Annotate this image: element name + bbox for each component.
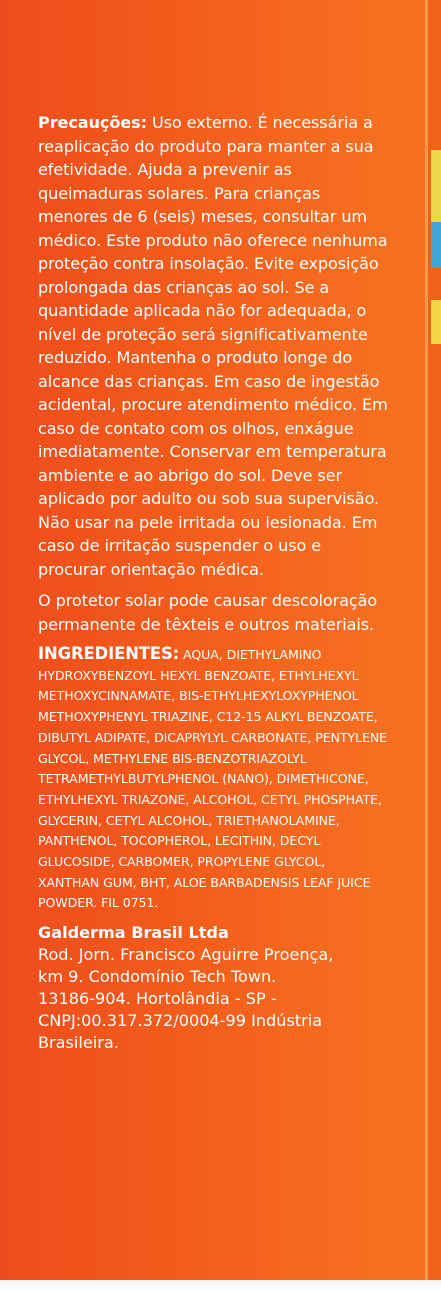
label-text-block: [38, 111, 390, 1054]
ingredients-list: AQUA, DIETHYLAMINO HYDROXYBENZOYL HEXYL BENZOATE, ETHYLHEXYL METHOXYCINNAMATE, BIS-ETHYLHEXYLOXYPHENOL METHOXYPHENYL TRIAZINE, C12-15 ALKYL BENZOATE, DIBUTYL ADIPATE, DICAPRYLYL CARBONATE, PENTYLENE GLYCOL, METHYLENE BIS-BENZOTRIAZOLYL TETRAMETHYLBUTYLPHENOL (NANO), DIMETHICONE, ETHYLHEXYL TRIAZONE, ALCOHOL, CETYL PHOSPHATE, GLYCERIN, CETYL ALCOHOL, TRIETHANOLAMINE, PANTHENOL, TOCOPHEROL, LECITHIN, DECYL GLUCOSIDE, CARBOMER, PROPYLENE GLYCOL, XANTHAN GUM, BHT, ALOE BARBADENSIS LEAF JUICE POWDER. FIL 0751.: [38, 647, 388, 911]
precautions-label: Precauções:: [38, 113, 147, 132]
background-below-box: [0, 1280, 441, 1291]
edge-color-mark-blue: [431, 222, 441, 268]
address-line: CNPJ:00.317.372/0004-99 Indústria: [38, 1011, 323, 1031]
edge-color-mark-yellow: [431, 150, 441, 222]
precautions-text: Uso externo. É necessária a reaplicação do produto para manter a sua efetividade. Ajuda a prevenir as queimaduras solares. Para crianças menores de 6 (seis) meses, consultar um médico. Este produto não oferece nenhuma proteção contra insolação. Evite exposição prolongada das crianças ao sol. Se a quantidade aplicada não for adequada, o nível de proteção será significativamente reduzido. Mantenha o produto longe do alcance das crianças. Em caso de ingestão acidental, procure atendimento médico. Em caso de contato com os olhos, enxágue imediatamente. Conservar em temperatura ambiente e ao abrigo do sol. Deve ser aplicado por adulto ou sob sua supervisão. Não usar na pele irritada ou lesionada. Em caso de irritação suspender o uso e procurar orientação médica.: [38, 113, 388, 579]
address-line: 13186-904. Hortolândia - SP -: [38, 989, 277, 1009]
ingredients-label: INGREDIENTES:: [38, 644, 180, 663]
edge-color-mark-yellow-lower: [431, 300, 441, 344]
staining-note: O protetor solar pode causar descoloração permanente de têxteis e outros materiais.: [38, 591, 378, 634]
address-line: Rod. Jorn. Francisco Aguirre Proença,: [38, 945, 334, 965]
manufacturer-block: [38, 922, 390, 1054]
address-line: km 9. Condomínio Tech Town.: [38, 967, 277, 987]
ingredients-paragraph: [38, 644, 390, 914]
address-line: Brasileira.: [38, 1033, 119, 1053]
precautions-paragraph: [38, 111, 390, 581]
manufacturer-name: Galderma Brasil Ltda: [38, 923, 229, 943]
